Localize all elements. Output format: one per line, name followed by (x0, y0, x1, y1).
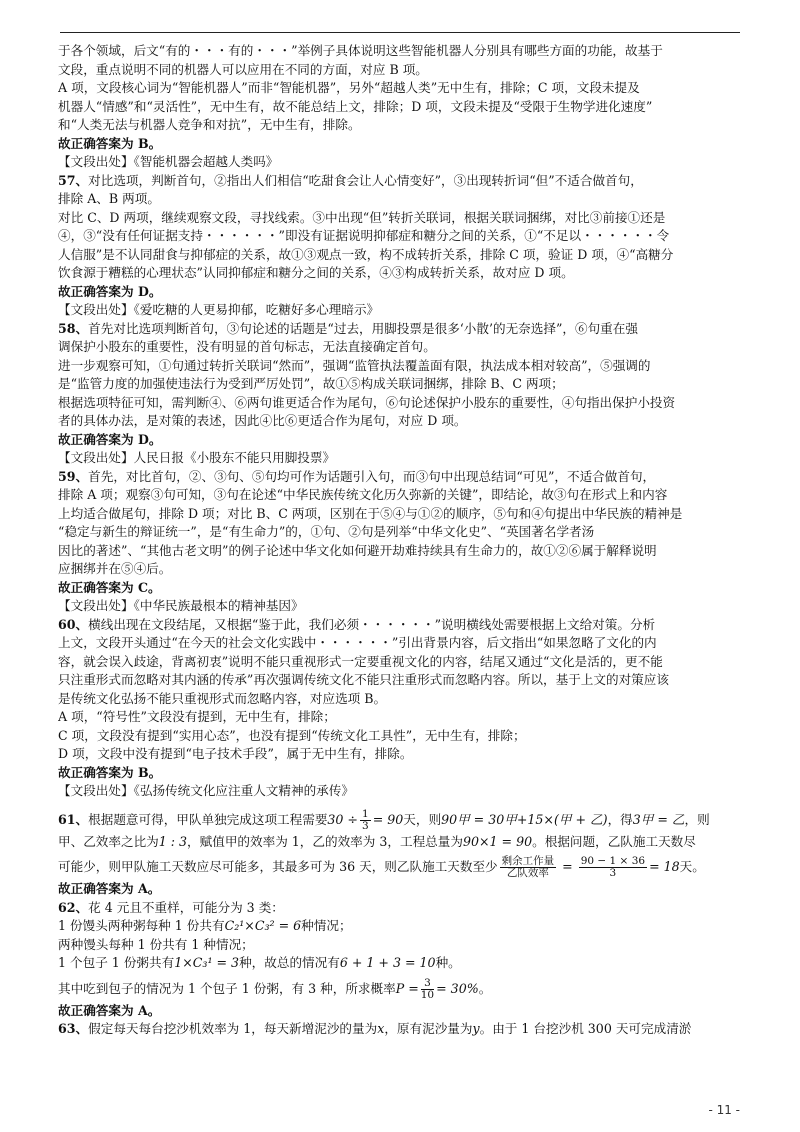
fraction-probability (421, 978, 434, 1001)
text-segment: 种情况； (301, 918, 352, 933)
text-segment: 花 4 元且不重样，可能分为 3 类： (88, 899, 284, 915)
text-line (58, 976, 742, 1002)
text-segment: ，原有泥沙量为 (384, 1021, 473, 1036)
fraction-calculation (579, 856, 647, 879)
text-line: 进一步观察可知，①句通过转折关联词“然而”，强调“监管执法覆盖面有限，执法成本相对较高”，⑤强调的 (58, 357, 651, 373)
math-expression: = 30% (436, 980, 479, 996)
question-number: 61、 (58, 811, 89, 827)
answer-62: 故正确答案为 A。 (58, 1002, 161, 1018)
text-line: 于各个领域，后文“有的・・・有的・・・”举例子具体说明这些智能机器人分别具有哪些方面的功能，故基于 (58, 43, 663, 58)
text-line: D 项，文段中没有提到“电子技术手段”，属于无中生有，排除。 (58, 746, 413, 761)
page-number: - 11 - (708, 1103, 740, 1117)
text-line (58, 917, 742, 936)
text-segment: 甲、乙效率之比为 (58, 833, 159, 849)
text-segment: 。由于 1 台挖沙机 300 天可完成清淤 (479, 1021, 692, 1036)
text-line: 根据选项特征可知，需判断④、⑥两句谁更适合作为尾句，⑥句论述保护小股东的重要性，④句指出保护小投资 (58, 394, 676, 410)
text-line: 文段，重点说明不同的机器人可以应用在不同的方面，对应 B 项。 (58, 61, 428, 77)
text-line: A 项，文段核心词为“智能机器人”而非“智能机器”，另外“超越人类”无中生有，排除；C 项，文段未提及 (58, 80, 640, 95)
fraction-remaining-work (500, 856, 557, 879)
text-line: 只注重形式而忽略对其内涵的传承”再次强调传统文化不能只注重形式而忽略内容。所以，基于上文的对策应该 (58, 672, 669, 687)
fraction-denominator: 3 (609, 867, 617, 879)
question-number: 59、 (58, 468, 89, 484)
answer-56: 故正确答案为 B。 (58, 135, 162, 151)
math-expression: C₂¹×C₃² = 6 (224, 918, 302, 933)
source-57: 【文段出处】《爱吃糖的人更易抑郁，吃糖好多心理暗示》 (58, 302, 380, 317)
math-expression: = 90 (372, 811, 404, 827)
text-segment: 1 个包子 1 份粥共有 (58, 955, 175, 970)
fraction-numerator: 90 − 1 × 36 (580, 855, 646, 867)
math-variable-y: y (472, 1021, 480, 1036)
text-segment: 。 (478, 980, 492, 996)
math-expression: 30 ÷ (327, 811, 358, 827)
math-expression: 6 + 1 + 3 = 10 (339, 955, 436, 970)
answer-58: 故正确答案为 D。 (58, 431, 162, 447)
math-expression: 3甲 = 乙 (632, 811, 685, 827)
question-number: 63、 (58, 1021, 89, 1036)
text-segment: ，则 (684, 811, 710, 827)
text-segment: 种，故总的情况有 (239, 955, 340, 970)
text-line: 和“人类无法与机器人竞争和对抗”，无中生有，排除。 (58, 117, 361, 132)
question-number: 57、 (58, 172, 89, 188)
source-59: 【文段出处】《中华民族最根本的精神基因》 (58, 598, 304, 613)
text-segment: 。根据问题，乙队施工天数尽 (532, 833, 696, 849)
text-line: 上均适合做尾句，排除 D 项；对比 B、C 两项，区别在于⑤④与①②的顺序，⑤句和④句提出中华民族的精神是 (58, 505, 683, 521)
math-expression: 1×C₃¹ = 3 (174, 955, 240, 970)
math-expression: 90×1 = 90 (462, 833, 533, 849)
text-segment: 种。 (435, 955, 461, 970)
text-segment: 假定每天每台挖沙机效率为 1，每天新增泥沙的量为 (88, 1021, 378, 1036)
text-line: 对比 C、D 两项，继续观察文段，寻找线索。③中出现“但”转折关联词，根据关联词捆绑，对比③前接①还是 (58, 209, 666, 225)
text-line: 排除 A 项；观察③句可知，③句在论述“中华民族传统文化历久弥新的关键”，即结论，故③句在形式上和内容 (58, 487, 668, 502)
question-63-line (58, 1020, 742, 1039)
text-line: 应捆绑并在⑤④后。 (58, 561, 172, 576)
question-60-line (58, 616, 742, 635)
fraction-denominator: 乙队效率 (506, 867, 549, 879)
text-line: 者的具体办法，是对策的表述，因此④比⑥更适合作为尾句，对应 D 项。 (58, 413, 467, 428)
fraction-numerator: 3 (421, 978, 434, 990)
text-line: 是传统文化弘扬不能只重视形式而忽略内容，对应选项 B。 (58, 690, 387, 706)
fraction-numerator: 剩余工作量 (501, 855, 555, 867)
text-segment: 对比选项，判断首句，②指出人们相信“吃甜食会让人心情变好”，③出现转折词“但”不适合做首句， (88, 172, 643, 188)
math-expression: P = (395, 980, 419, 996)
text-segment: 天。 (679, 859, 705, 874)
header-rule (60, 32, 740, 33)
text-line: 调保护小股东的重要性，没有明显的首句标志，无法直接确定首句。 (58, 339, 436, 354)
text-line (58, 833, 742, 852)
text-line: 两种馒头每种 1 份共有 1 种情况； (58, 936, 254, 952)
text-segment: 首先，对比首句，②、③句、⑤句均可作为话题引入句，而③句中出现总结词“可见”，不适合做首句， (88, 468, 656, 484)
fraction-numerator: 1 (362, 807, 369, 820)
text-segment: 1 份馒头两种粥每种 1 份共有 (58, 918, 225, 933)
answer-60: 故正确答案为 B。 (58, 764, 162, 780)
text-line: 是“监管力度的加强使违法行为受到严厉处罚”，故①⑤构成关联词捆绑，排除 B、C 两项； (58, 376, 564, 391)
question-58-line (58, 320, 742, 339)
text-line: ④，③“没有任何证据支持・・・・・・”即没有证据说明抑郁症和糖分之间的关系，①“不足以・・・・・・令 (58, 228, 670, 243)
question-number: 60、 (58, 616, 89, 632)
source-58: 【文段出处】人民日报《小股东不能只用脚投票》 (58, 450, 336, 465)
source-60: 【文段出处】《弘扬传统文化应注重人文精神的承传》 (58, 783, 354, 798)
text-line: “稳定与新生的辩证统一”，是“有生命力”的，①句、②句是列举“中华文化史”、“英国著名学者汤 (58, 524, 595, 539)
question-number: 58、 (58, 320, 89, 336)
text-line: 人信服”是不认同甜食与抑郁症的关系，故①③观点一致，构不成转折关系，排除 C 项，验证 D 项，④“高糖分 (58, 246, 674, 262)
question-59-line (58, 468, 742, 487)
text-line: 排除 A、B 两项。 (58, 191, 160, 206)
answer-57: 故正确答案为 D。 (58, 283, 162, 299)
text-segment: 根据题意可得，甲队单独完成这项工程需要 (88, 811, 328, 827)
text-segment: ，得 (607, 811, 633, 827)
math-variable-x: x (377, 1021, 385, 1036)
text-line: 饮食源于糟糕的心理状态”认同抑郁症和糖分之间的关系，④③构成转折关系，故对应 D 项。 (58, 265, 574, 280)
answer-59: 故正确答案为 C。 (58, 579, 161, 595)
text-line: 上文，文段开头通过“在今天的社会文化实践中・・・・・・”引出背景内容，后文指出“如果忽略了文化的内 (58, 635, 657, 650)
text-line: 可能少，则甲队施工天数应尽可能多，其最多可为 36 天，则乙队施工天数至少 剩余工作量 乙队效率 = $\frac{90 - 1 \times 36}{3}$ = 18天。 (58, 855, 705, 879)
fraction-one-third (360, 809, 371, 832)
text-segment: 天，则 (403, 811, 442, 827)
text-line (58, 954, 742, 973)
math-expression: 90甲 = 30甲+15×(甲 + 乙) (441, 811, 608, 827)
question-62-line (58, 899, 742, 918)
page-content (58, 42, 742, 1039)
text-segment: 首先对比选项判断首句，③句论述的话题是“过去，用脚投票是很多‘小散’的无奈选择”，⑥句重在强 (88, 320, 638, 336)
fraction-denominator: 3 (362, 819, 369, 832)
question-number: 62、 (58, 899, 89, 915)
text-line: 因比的著述”、“其他古老文明”的例子论述中华文化如何避开劫难持续具有生命力的，故①②⑥属于解释说明 (58, 542, 657, 558)
math-expression: = 18 (649, 859, 680, 874)
text-segment: 可能少，则甲队施工天数应尽可能多，其最多可为 36 天，则乙队施工天数至少 (58, 859, 498, 874)
math-expression: 1 : 3 (158, 833, 188, 849)
text-line: 容，就会误入歧途，背离初衷”说明不能只重视形式一定要重视文化的内容，结尾又通过“文化是活的，更不能 (58, 653, 663, 669)
text-segment: 横线出现在文段结尾，又根据“鉴于此，我们必须・・・・・・”说明横线处需要根据上文给对策。分析 (88, 616, 656, 632)
text-segment: ，赋值甲的效率为 1，乙的效率为 3，工程总量为 (187, 833, 463, 849)
text-line: A 项，“符号性”文段没有提到，无中生有，排除； (58, 709, 336, 724)
fraction-denominator: 10 (420, 988, 435, 1001)
question-61-line (58, 807, 742, 833)
question-57-line (58, 172, 742, 191)
text-line: 机器人“情感”和“灵活性”，无中生有，故不能总结上文，排除；D 项，文段未提及“受限于生物学进化速度” (58, 98, 653, 114)
text-line: C 项，文段没有提到“实用心态”，也没有提到“传统文化工具性”，无中生有，排除； (58, 727, 526, 743)
source-56: 【文段出处】《智能机器会超越人类吗》 (58, 154, 279, 169)
answer-61: 故正确答案为 A。 (58, 881, 161, 896)
text-segment: 其中吃到包子的情况为 1 个包子 1 份粥，有 3 种，所求概率 (58, 980, 396, 996)
